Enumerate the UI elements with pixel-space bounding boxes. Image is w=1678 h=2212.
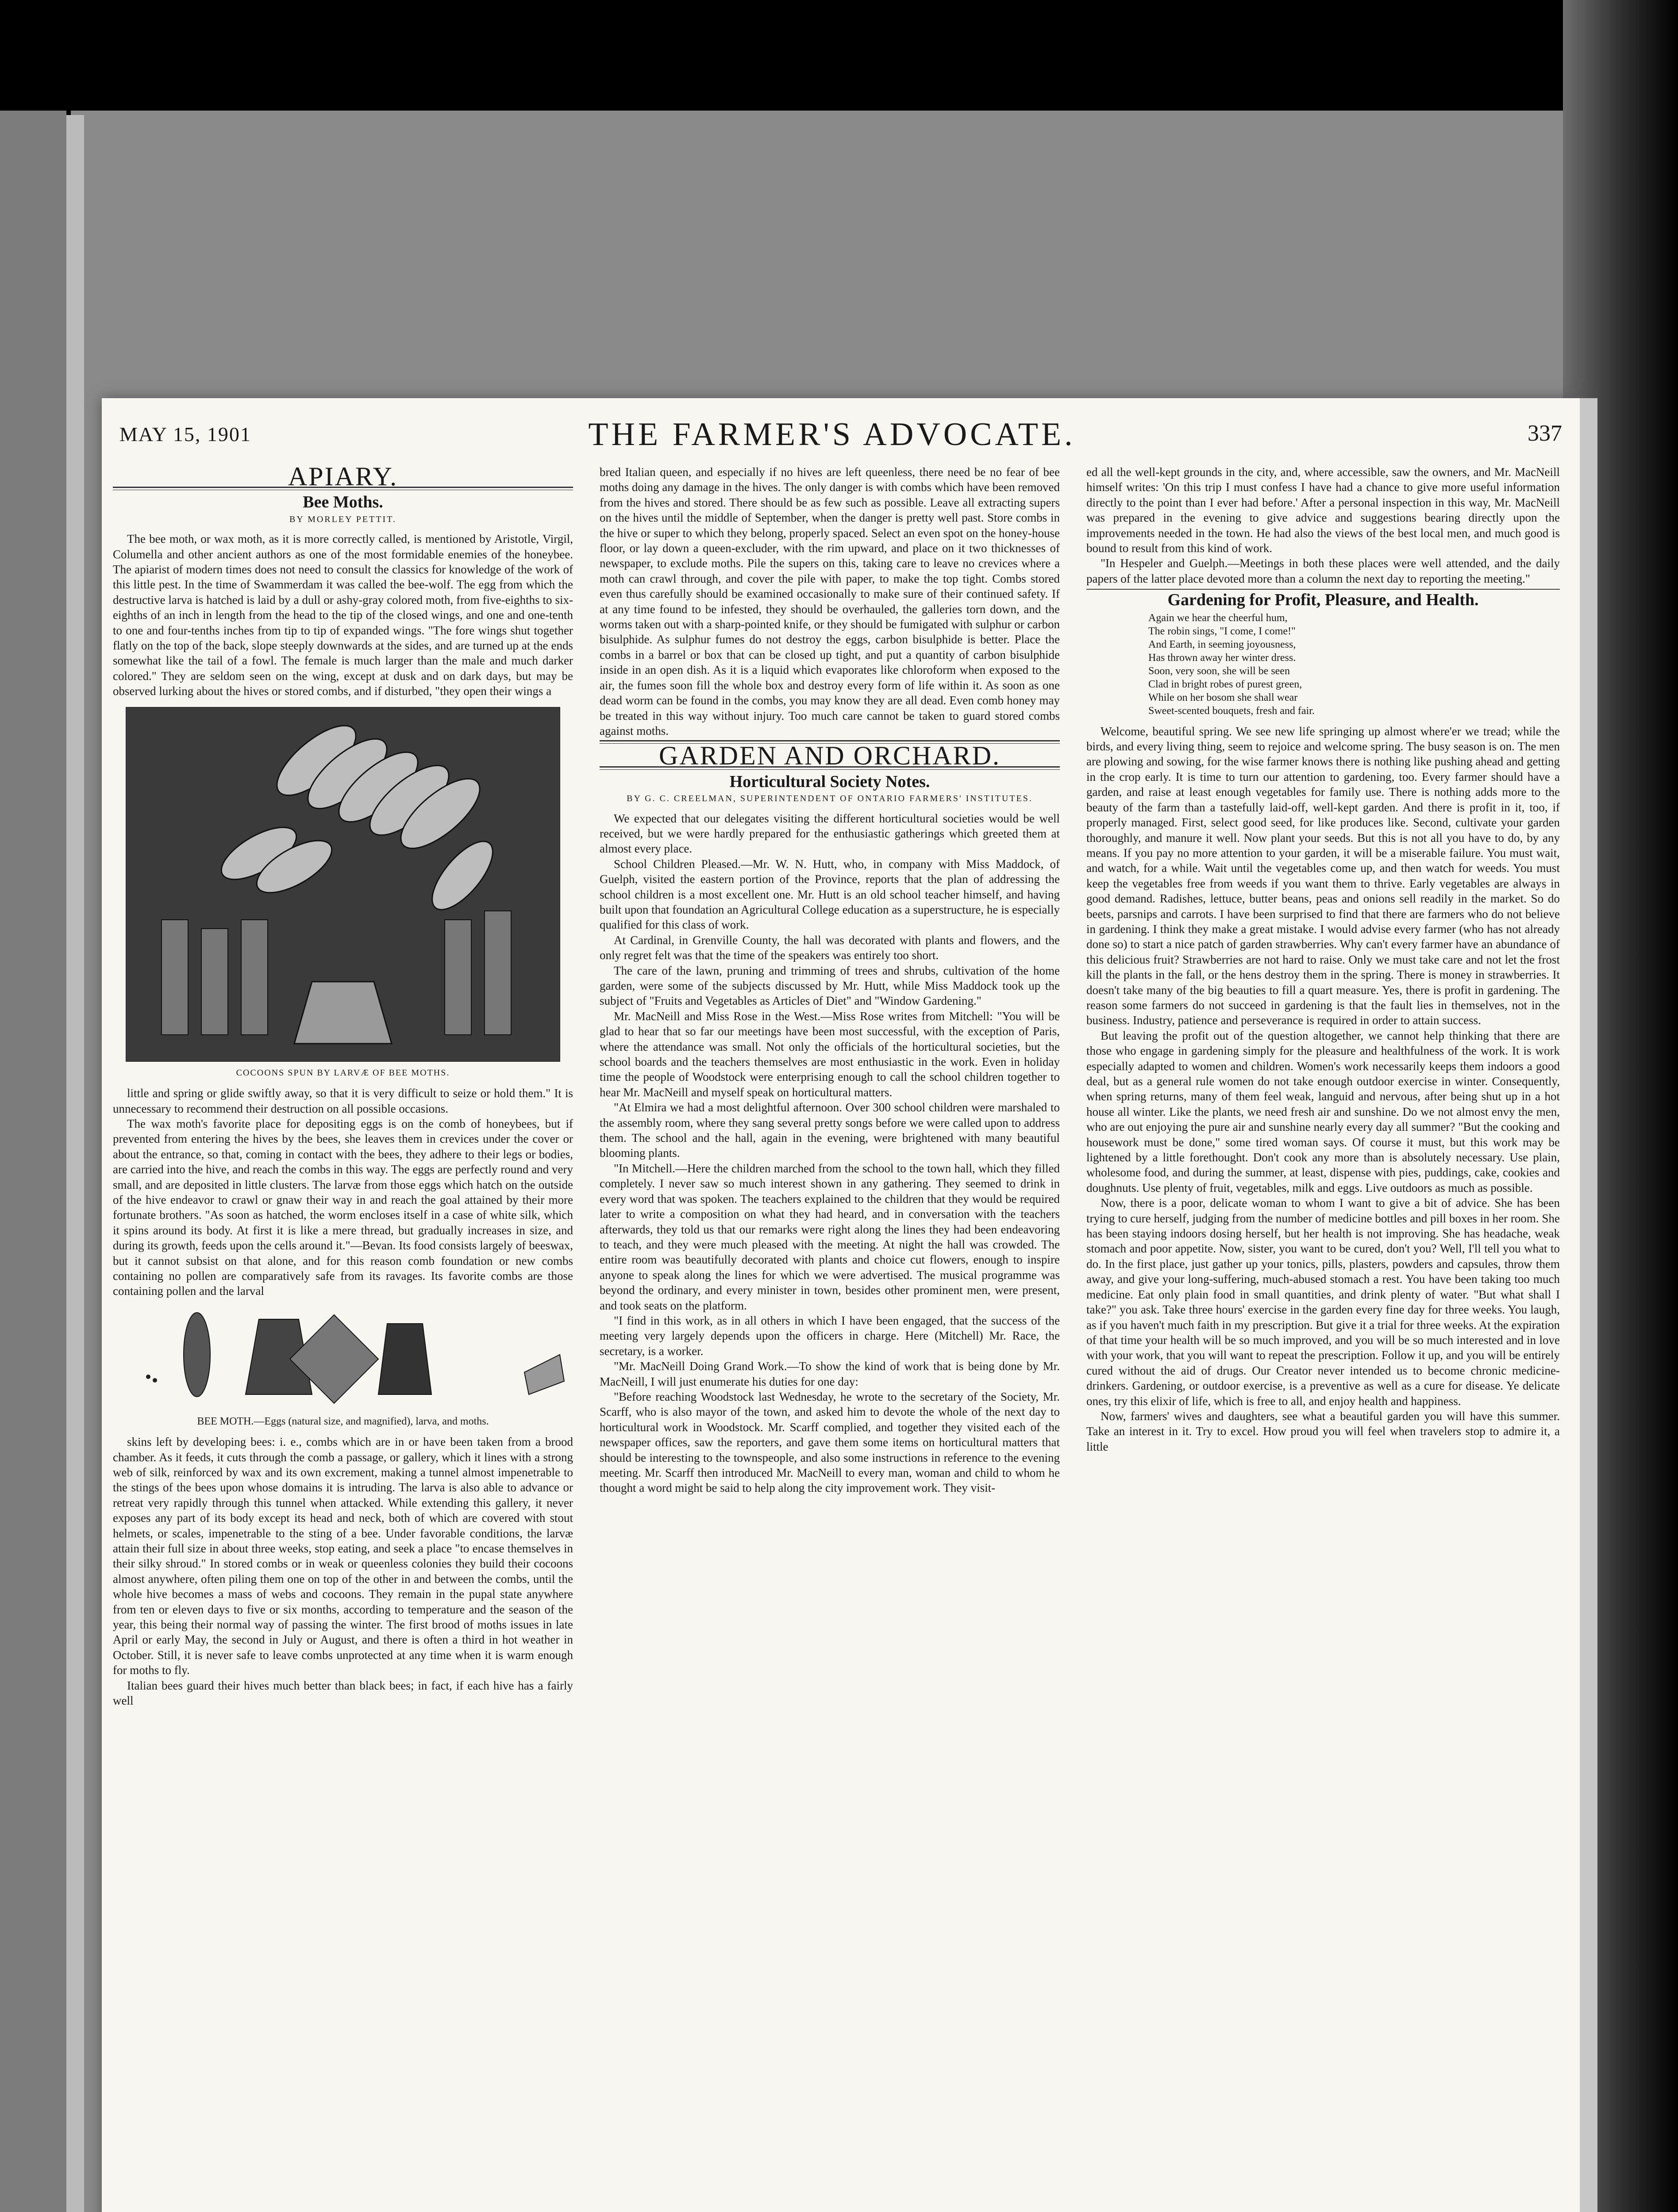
article-byline: BY MORLEY PETTIT.	[289, 514, 396, 524]
poem-line: Soon, very soon, she will be seen	[1148, 665, 1290, 677]
article-headline: Horticultural Society Notes.	[729, 772, 930, 791]
article-paragraph: Mr. MacNeill and Miss Rose in the West.—Miss Rose writes from Mitchell: "You will be glad to hear that so far our meetings have been most successful, with the exception of Paris, where the attendance was small. Not only the officials of the horticultural societies, but the school boards and the teachers themselves are most enthusiastic in the work. Even in holiday time the people of Woodstock were enterprising enough to call the school children together to hear Mr. MacNeill and myself speak on horticultural matters.	[600, 1009, 1060, 1099]
article-headline: Gardening for Profit, Pleasure, and Health.	[1167, 591, 1479, 610]
article-paragraph: "I find in this work, as in all others in which I have been engaged, that the success of the meeting very largely depends upon the officers in charge. Here (Mitchell) Mr. Race, the secretary, is a worker.	[600, 1313, 1060, 1358]
poem-line: Sweet-scented bouquets, fresh and fair.	[1148, 705, 1315, 717]
article-paragraph: At Cardinal, in Grenville County, the hall was decorated with plants and flowers, and the only regret felt was that the time of the speakers was entirely too short.	[600, 933, 1060, 962]
masthead-title: THE FARMER'S ADVOCATE.	[588, 416, 1076, 453]
facing-page-strip	[66, 115, 84, 2212]
bee-moth-illustration	[113, 1306, 573, 1412]
article-paragraph: But leaving the profit out of the question altogether, we cannot help thinking that there are those who engage in gardening simply for the pleasure and healthfulness of the work. It is work especially adapted to women and children. Women's work necessarily keeps them indoors a good deal, but as a general rule women do not take enough outdoor exercise in winter. Consequently, when spring returns, many of them feel weak, languid and nervous, after being shut up in a hot house all winter. Like the plants, we need fresh air and sunshine. Do we not almost envy the men, who are out enjoying the pure air and sunshine nearly every day all summer? "But the cooking and housework must be done," some tired woman says. Of course it must, but this work may be lightened by a little forethought. Don't cook any more than is absolutely necessary. Use plain, wholesome food, and during the summer, at least, dispense with pies, puddings, cake, cookies and doughnuts. Use plenty of fruit, vegetables, milk and eggs. Live outdoors as much as possible.	[1086, 1029, 1560, 1194]
article-paragraph: little and spring or glide swiftly away, so that it is very difficult to seize or hold them." It is unnecessary to recommend their destruction on all possible occasions.	[113, 1087, 573, 1115]
page-number: 337	[1528, 421, 1562, 446]
cocoon-engraving	[126, 707, 560, 1062]
facing-page-edge	[0, 111, 66, 2212]
article-paragraph: The care of the lawn, pruning and trimming of trees and shrubs, cultivation of the home garden, were some of the subjects discussed by Mr. Hutt, while Miss Maddock took up the subject of "Fruits and Vegetables as Articles of Diet" and "Window Gardening."	[600, 964, 1060, 1008]
article-rule	[1086, 589, 1560, 590]
newspaper-page	[102, 398, 1580, 2212]
article-paragraph: "In Mitchell.—Here the children marched from the school to the town hall, which they filled completely. I never saw so much interest shown in any gathering. They seemed to drink in every word that was spoken. The teachers explained to the children that they would be required later to write a composition on what they had heard, and in conversation with the teachers afterwards, they told us that our remarks were right along the lines they had been endeavoring to teach, and they were much pleased with the meeting. At night the hall was crowded. The entire room was beautifully decorated with plants and choice cut flowers, enough to inspire anyone to speak along the lines for which we were advertised. The musical programme was beyond the ordinary, and every minister in town, besides other prominent men, were present, and took seats on the platform.	[600, 1161, 1060, 1312]
figure-caption: BEE MOTH.—Eggs (natural size, and magnified), larva, and moths.	[197, 1415, 489, 1427]
issue-date: MAY 15, 1901	[119, 423, 251, 445]
bee-moth-figure	[113, 1306, 573, 1412]
page-edge	[1580, 398, 1597, 2212]
section-title-apiary: APIARY.	[288, 462, 398, 491]
article-paragraph: The bee moth, or wax moth, as it is more correctly called, is mentioned by Aristotle, Virgil, Columella and other ancient authors as one of the most formidable enemies of the honeybee. The apiarist of modern times does not need to consult the classics for knowledge of the work of this little pest. In the time of Swammerdam it was called the bee-wolf. The egg from which the destructive larva is hatched is laid by a dull or ashy-gray colored moth, from five-eighths to six-eighths of an inch in length from the head to the tip of the closed wings, and one and one-tenth to one and four-tenths inches from tip to tip of expanded wings. "The fore wings shut together flatly on the top of the back, slope steeply downwards at the sides, and are turned up at the ends somewhat like the tail of a fowl. The female is much larger than the male and much darker colored." They are seldom seen on the wing, except at dusk and on dark days, but may be observed lurking about the hives or stored combs, and if disturbed, "they open their wings a	[113, 532, 573, 698]
poem-line: And Earth, in seeming joyousness,	[1148, 638, 1296, 650]
article-paragraph: Italian bees guard their hives much better than black bees; in fact, if each hive has a fairly well	[113, 1678, 573, 1708]
figure-caption: COCOONS SPUN BY LARVÆ OF BEE MOTHS.	[236, 1068, 450, 1078]
article-paragraph: "Before reaching Woodstock last Wednesday, he wrote to the secretary of the Society, Mr. Scarff, who is also mayor of the town, and asked him to devote the whole of the next day to horticultural work in Woodstock. Mr. Scarff complied, and together they visited each of the newspaper offices, saw the reporters, and gave them some items on horticultural matters that should be interesting to the townspeople, and also some instructions in reference to the evening meeting. Mr. Scarff then introduced Mr. MacNeill to every man, woman and child to whom he thought a word might be said to help along the city improvement work. They visit-	[600, 1390, 1060, 1495]
column-2	[600, 465, 1060, 1496]
article-paragraph: bred Italian queen, and especially if no hives are left queenless, there need be no fear of bee moths doing any damage in the hives. The only danger is with combs which have been removed from the hives and stored. There should be as few such as possible. Leave all extracting supers on the hives until the middle of September, when the danger is pretty well past. Store combs in the hive or super to which they belong, properly spaced. Select an even spot on the honey-house floor, or lay down a queen-excluder, with the rim upward, and place on it two thicknesses of newspaper, to exclude moths. Pile the supers on this, taking care to leave no crevices where a moth can crawl through, and cover the pile with paper, to make the top tight. Combs stored even thus carefully should be examined occasionally to make sure of their continued safety. If at any time found to be infested, they should be overhauled, the galleries torn down, and the worms taken out with a sharp-pointed knife, or they should be fumigated with sulphur or carbon bisulphide. As sulphur fumes do not destroy the eggs, carbon bisulphide is better. Place the combs in a barrel or box that can be closed up tight, and put a quantity of carbon bisulphide inside in an open dish. As it is a liquid which evaporates like chloroform when exposed to the air, the fumes soon fill the whole box and destroy every form of life within it. As soon as one dead worm can be found in the combs, you may know they are all dead. Even comb honey may be treated in this way without injury. Too much care cannot be taken to guard stored combs against moths.	[600, 465, 1060, 737]
poem-line: Again we hear the cheerful hum,	[1148, 612, 1288, 624]
section-title-garden: GARDEN AND ORCHARD.	[658, 741, 1001, 771]
article-paragraph: School Children Pleased.—Mr. W. N. Hutt, who, in company with Miss Maddock, of Guelph, visited the eastern portion of the Province, reports that the plan of addressing the school children is a most excellent one. Mr. Hutt is an old school teacher himself, and having built upon that foundation an Agricultural College education as a superstructure, he is especially qualified for this class of work.	[600, 857, 1060, 932]
column-3	[1086, 465, 1560, 1454]
article-paragraph: Now, there is a poor, delicate woman to whom I want to give a bit of advice. She has been trying to cure herself, judging from the number of medicine bottles and pill boxes in her room. She has been staying indoors dosing herself, but her health is not improving. She has headache, weak stomach and poor appetite. Now, sister, you want to be cured, don't you? Well, I'll tell you what to do. In the first place, just gather up your tonics, pills, plasters, powders and capsules, throw them away, and give your long-suffering, much-abused stomach a rest. You have been taking too much medicine. Eat only plain food in small quantities, and drink plenty of water. "But what shall I take?" you ask. Take three hours' exercise in the garden every fine day for three weeks. You laugh, as if you haven't much faith in my prescription. But give it a trial for three weeks. At the expiration of that time your health will be so much improved, and you will be so much interested and in love with your work, that you will want to repeat the prescription. Follow it up, and you will be entirely cured without the aid of drugs. Our Creator never intended us to become chronic medicine-drinkers. Gardening, or outdoor exercise, is a preventive as well as a cure for disease. Ye delicate ones, try this elixir of life, which is free to all, and enjoy health and happiness.	[1086, 1196, 1560, 1408]
article-paragraph: skins left by developing bees: i. e., combs which are in or have been taken from a brood chamber. As it feeds, it cuts through the comb a passage, or gallery, which it lines with a strong web of silk, reinforced by wax and its own excrement, making a tunnel almost impenetrable to the stings of the bees upon whose domains it is intruding. The larva is also able to advance or retreat very rapidly through this tunnel when attacked. While extending this gallery, it never exposes any part of its body except its head and neck, both of which are covered with stout helmets, or scales, impenetrable to the sting of a bee. Under favorable conditions, the larvæ attain their full size in about three weeks, stop eating, and seek a place "to encase themselves in their silky shroud." In stored combs or in weak or queenless colonies they build their cocoons almost anywhere, often piling them one on top of the other in and between the combs, until the whole hive becomes a mass of webs and cocoons. They remain in the pupal state anywhere from ten or eleven days to five or six months, according to temperature and the season of the year, this being their normal way of passing the winter. The first brood of moths issues in late April or early May, the second in July or August, and there is often a third in hot weather in October. Still, it is never safe to leave combs unprotected at any time when it is warm enough for moths to fly.	[113, 1435, 573, 1677]
article-paragraph: ed all the well-kept grounds in the city, and, where accessible, saw the owners, and Mr. MacNeill himself writes: 'On this trip I must confess I have had a chance to give more useful information directly to the point than I ever had before.' After a personal inspection in this way, Mr. MacNeill was prepared in the evening to give advice and suggestions bearing directly upon the improvements needed in the town. He had also the views of the best local men, and much good is bound to result from this kind of work.	[1086, 465, 1560, 555]
article-paragraph: Welcome, beautiful spring. We see new life springing up almost where'er we tread; while the birds, and every living thing, seem to rejoice and welcome spring. The busy season is on. The men are plowing and sowing, for the wise farmer knows there is nothing like pushing ahead and getting in the crop early. It is time to turn our attention to gardening, too. Every farmer should have a garden, and raise at least enough vegetables for family use. There is nothing adds more to the beauty of the farm than a tastefully laid-off, well-kept garden. And there is profit in it, too, if properly managed. First, select good seed, for like produces like. Second, cultivate your garden thoroughly, and manure it well. Now plant your seeds. But this is not all you have to do, by any means. If you pay no more attention to your garden, it will be a miserable failure. You must wait, and watch, for a while. Wait until the vegetables come up, and then watch for weeds. You must keep the vegetables free from weeds if you want them to thrive. Early vegetables are always in good demand. Radishes, lettuce, butter beans, peas and onions sell readily in the market. So do beets, parsnips and carrots. I have been surprised to find that there are farmers who do not believe in gardening. I think they make a great mistake. I would advise every farmer (who has not already done so) to start a nice patch of garden strawberries. Why can't every farmer have an abundance of this delicious fruit? Strawberries are not hard to raise. Only we must take care and not let the frost kill the plants in the fall, or the hens destroy them in the spring. There is money in strawberries. It doesn't take many of the big beauties to fill a quart measure. Yes, there is profit in gardening. The reason some farmers do not succeed in gardening is that the fault lies in themselves, not in the business. Industry, patience and perseverance is required in order to attain success.	[1086, 724, 1560, 1027]
cocoons-illustration	[126, 707, 560, 1061]
article-paragraph: The wax moth's favorite place for depositing eggs is on the comb of honeybees, but if prevented from entering the hives by the bees, she leaves them in crevices under the cover or about the entrance, so that, coming in contact with the bees, they adhere to their legs or bodies, are carried into the hive, and reach the combs in this way. The eggs are perfectly round and very small, and are deposited in little clusters. The larvæ from those eggs which hatch on the outside of the hive endeavor to crawl or gnaw their way in and reach the goal attained by their more fortunate brothers. "As soon as hatched, the worm encloses itself in a case of white silk, which it spins around its body. At first it is like a mere thread, but gradually increases in size, and during its growth, feeds upon the cells around it."—Bevan. Its food consists largely of beeswax, but it cannot subsist on that alone, and for this reason comb foundation or new combs containing no pollen are comparatively safe from its ravages. Its favorite combs are those containing pollen and the larval	[113, 1117, 573, 1298]
article-paragraph: "At Elmira we had a most delightful afternoon. Over 300 school children were marshaled to the assembly room, where they sang several pretty songs before we were called upon to address them. The school and the hall, again in the evening, were brightened with many beautiful blooming plants.	[600, 1101, 1060, 1160]
article-byline: BY G. C. CREELMAN, SUPERINTENDENT OF ONTARIO FARMERS' INSTITUTES.	[627, 794, 1033, 804]
poem-line: Has thrown away her winter dress.	[1148, 652, 1296, 664]
article-paragraph: "In Hespeler and Guelph.—Meetings in both these places were well attended, and the daily papers of the latter place devoted more than a column the next day to reporting the meeting."	[1086, 557, 1560, 585]
poem-line: While on her bosom she shall wear	[1148, 691, 1298, 703]
article-paragraph: Now, farmers' wives and daughters, see what a beautiful garden you will have this summer. Take an interest in it. Try to excel. How proud you will feel when travelers stop to admire it, a little	[1086, 1409, 1560, 1453]
poem	[1148, 611, 1560, 718]
poem-line: Clad in bright robes of purest green,	[1148, 678, 1302, 690]
page-header	[102, 416, 1580, 456]
article-headline: Bee Moths.	[303, 493, 383, 512]
poem-line: The robin sings, "I come, I come!"	[1148, 625, 1296, 637]
article-paragraph: We expected that our delegates visiting the different horticultural societies would be well received, but we were hardly prepared for the enthusiastic gatherings which greeted them at almost every place.	[600, 811, 1060, 856]
column-1	[113, 462, 573, 1709]
article-paragraph: "Mr. MacNeill Doing Grand Work.—To show the kind of work that is being done by Mr. MacNeill, I will just enumerate his duties for one day:	[600, 1359, 1060, 1388]
